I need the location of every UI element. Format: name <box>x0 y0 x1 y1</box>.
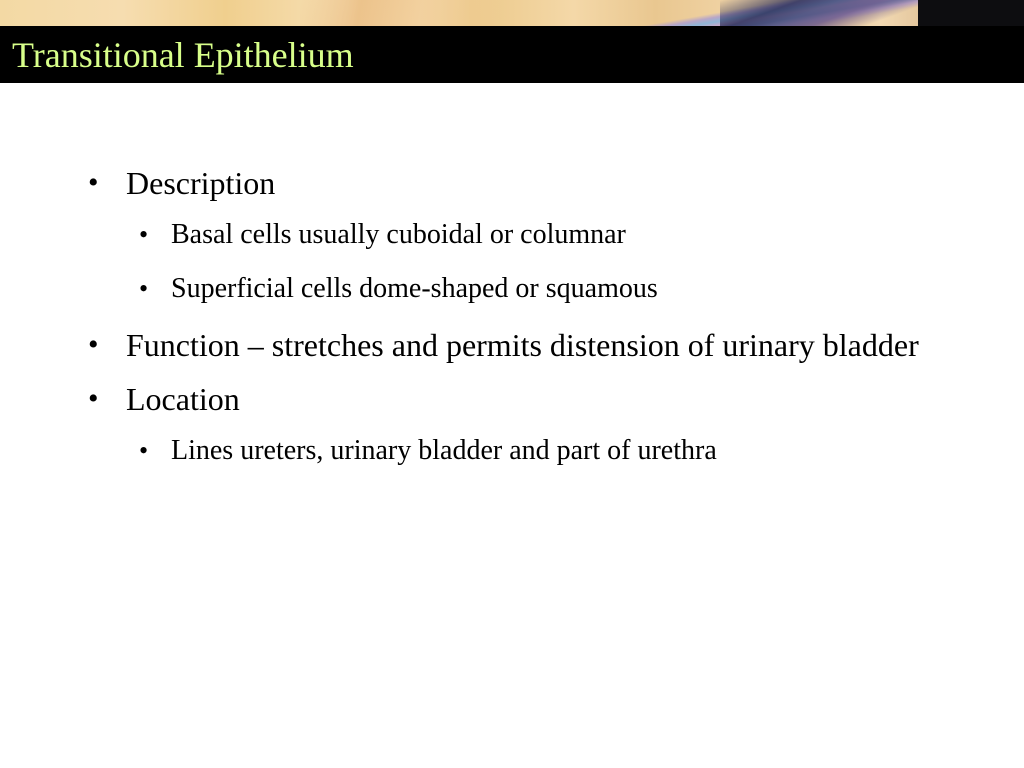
slide-title: Transitional Epithelium <box>12 35 354 75</box>
bullet-text: Description <box>126 165 276 201</box>
sub-bullet-item <box>86 214 986 256</box>
bullet-item <box>86 376 986 422</box>
bullet-icon: • <box>139 274 149 303</box>
bullet-list <box>86 160 986 484</box>
sub-bullet-text: Basal cells usually cuboidal or columnar <box>171 219 626 250</box>
sub-bullet-text: Superficial cells dome-shaped or squamous <box>171 273 658 304</box>
bullet-icon: • <box>88 382 99 415</box>
bullet-icon: • <box>88 166 99 199</box>
bullet-icon: • <box>88 328 99 361</box>
bullet-text: Location <box>126 381 240 417</box>
banner-dark-corner <box>918 0 1024 26</box>
sub-bullet-item <box>86 430 986 472</box>
sub-bullet-item <box>86 268 986 310</box>
bullet-text: Function – stretches and permits distension of urinary bladder <box>126 327 919 363</box>
sub-bullet-text: Lines ureters, urinary bladder and part of urethra <box>171 435 717 466</box>
decorative-banner-image <box>0 0 1024 26</box>
bullet-item <box>86 160 986 206</box>
bullet-item <box>86 322 986 368</box>
bullet-icon: • <box>139 436 149 465</box>
title-bar <box>0 26 1024 83</box>
bullet-icon: • <box>139 220 149 249</box>
